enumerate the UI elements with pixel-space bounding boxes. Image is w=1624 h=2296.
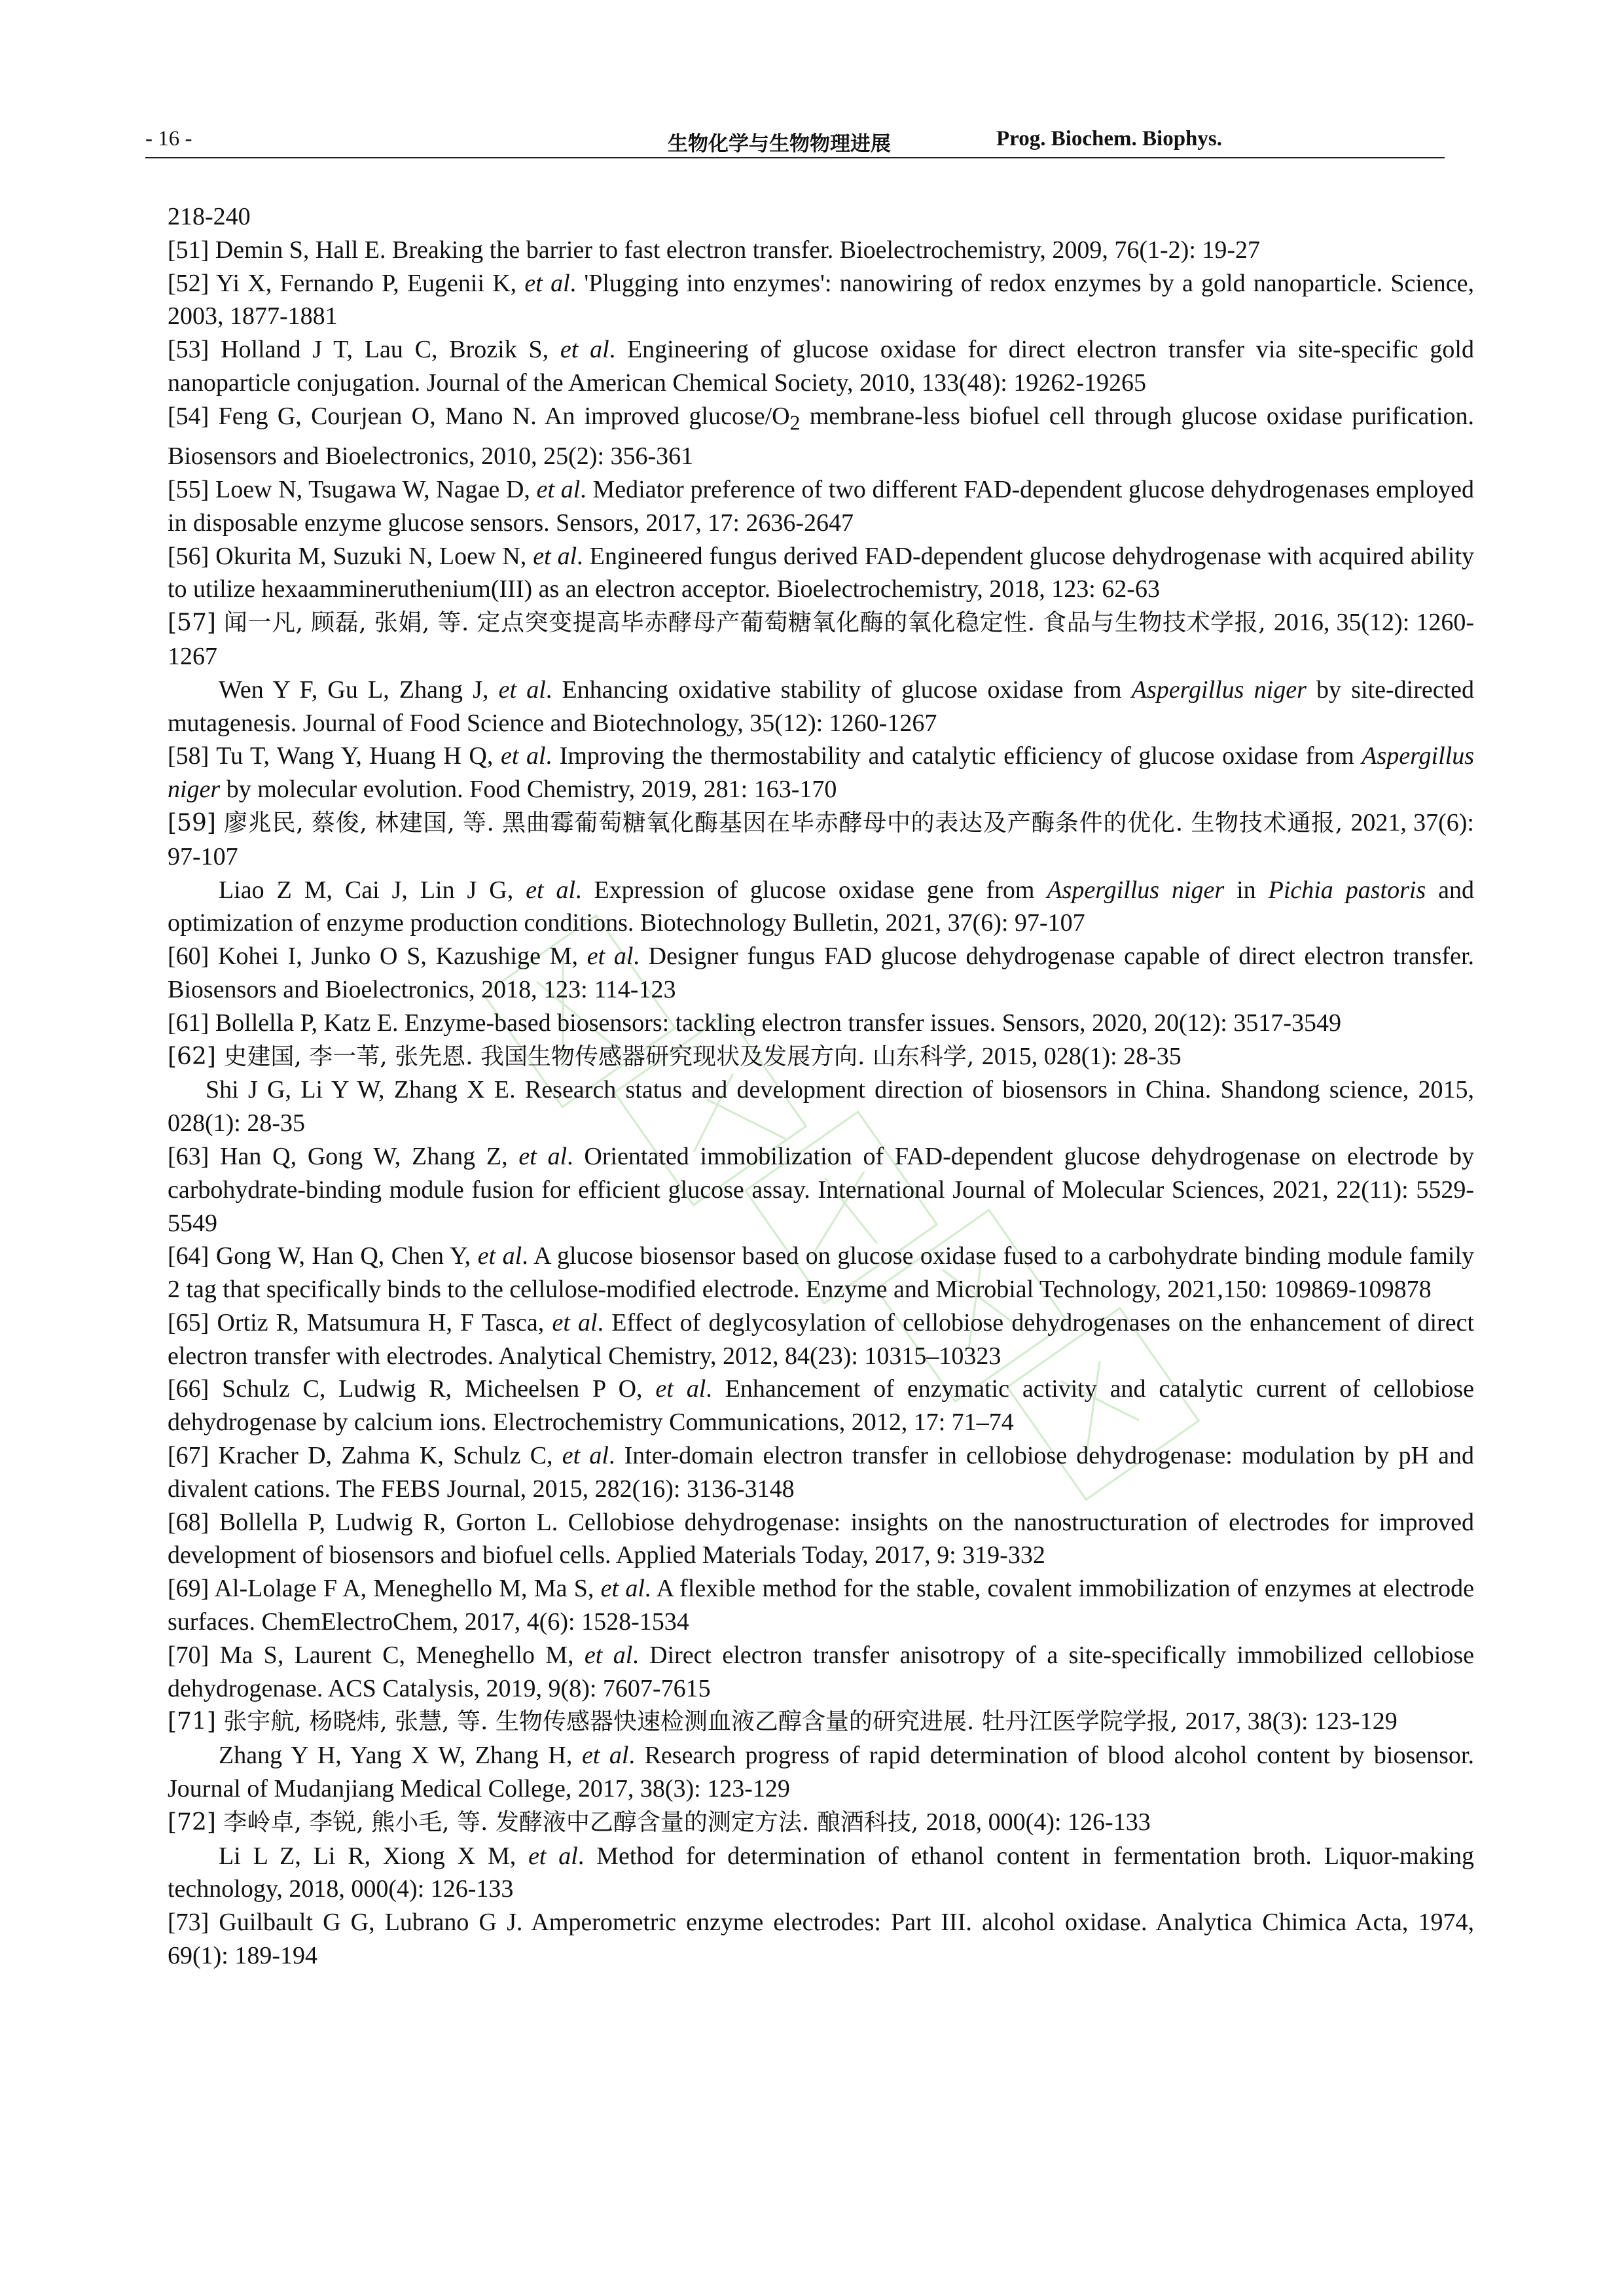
reference-post: 2017, 38(3): 123-129 bbox=[1185, 1708, 1398, 1736]
reference-post: . 'Plugging into enzymes': nanowiring of redox enzymes by a gold nanoparticle. Science, 2003, 1877-1881 bbox=[168, 269, 1474, 331]
reference-etal: et al bbox=[655, 1375, 706, 1403]
reference-etal: et al bbox=[586, 942, 634, 971]
reference-post: and optimization of enzyme production conditions. Biotechnology Bulletin, 2021, 37(6): 97-107 bbox=[168, 876, 1475, 937]
reference-pre: [54] Feng G, Courjean O, Mano N. An improved glucose/O bbox=[168, 402, 790, 430]
reference-mid: . Enhancing oxidative stability of glucose oxidase from bbox=[545, 675, 1132, 704]
reference-cn: [72] 李岭卓, 李锐, 熊小毛, 等. 发酵液中乙醇含量的测定方法. 酿酒科技, bbox=[168, 1808, 926, 1836]
reference-post: 2015, 028(1): 28-35 bbox=[981, 1042, 1182, 1070]
reference-pre: [55] Loew N, Tsugawa W, Nagae D, bbox=[168, 475, 537, 503]
reference-etal: et al bbox=[560, 336, 609, 364]
reference-post: . A flexible method for the stable, covalent immobilization of enzymes at electrode surfaces. ChemElectroChem, 2017, 4(6): 1528-1534 bbox=[168, 1575, 1474, 1636]
reference-cn: [62] 史建国, 李一苇, 张先恩. 我国生物传感器研究现状及发展方向. 山东科学, bbox=[168, 1043, 982, 1070]
journal-title-cn: 生物化学与生物物理进展 bbox=[668, 132, 891, 156]
reference-r54 bbox=[168, 400, 1474, 473]
reference-pre: Liao Z M, Cai J, Lin J G, bbox=[219, 876, 526, 904]
reference-it3: Pichia pastoris bbox=[1268, 876, 1426, 904]
reference-r57 bbox=[168, 606, 1474, 673]
reference-pre: [56] Okurita M, Suzuki N, Loew N, bbox=[168, 542, 533, 570]
reference-r71en bbox=[168, 1739, 1474, 1806]
reference-r64 bbox=[168, 1240, 1474, 1306]
reference-r55 bbox=[168, 473, 1474, 540]
reference-post: . Inter-domain electron transfer in cellobiose dehydrogenase: modulation by pH and divalent cations. The FEBS Journal, 2015, 282(16): 3136-3148 bbox=[168, 1442, 1474, 1503]
reference-it2: Aspergillus niger bbox=[1131, 675, 1307, 704]
reference-post: . Direct electron transfer anisotropy of a site-specifically immobilized cellobiose dehydrogenase. ACS Catalysis, 2019, 9(8): 7607-7615 bbox=[168, 1641, 1475, 1702]
reference-r66 bbox=[168, 1372, 1474, 1439]
reference-cont bbox=[168, 200, 1474, 234]
reference-mid2: in bbox=[1224, 876, 1269, 904]
reference-etal: et al bbox=[528, 1842, 578, 1870]
reference-r57en bbox=[168, 673, 1474, 740]
reference-it2: Aspergillus niger bbox=[1047, 876, 1225, 904]
reference-r72 bbox=[168, 1806, 1474, 1840]
reference-pre: [65] Ortiz R, Matsumura H, F Tasca, bbox=[168, 1308, 552, 1336]
reference-post: membrane-less biofuel cell through glucose oxidase purification. Biosensors and Bioelectronics, 2010, 25(2): 356-361 bbox=[168, 402, 1474, 471]
reference-r52 bbox=[168, 267, 1474, 334]
reference-text: [51] Demin S, Hall E. Breaking the barrier to fast electron transfer. Bioelectrochemistry, 2009, 76(1-2): 19-27 bbox=[168, 236, 1261, 264]
reference-pre: [66] Schulz C, Ludwig R, Micheelsen P O, bbox=[168, 1375, 656, 1403]
reference-pre: [64] Gong W, Han Q, Chen Y, bbox=[168, 1242, 478, 1270]
reference-r51 bbox=[168, 234, 1474, 267]
reference-pre: [58] Tu T, Wang Y, Huang H Q, bbox=[168, 742, 501, 770]
reference-post: by site-directed mutagenesis. Journal of Food Science and Biotechnology, 35(12): 1260-1267 bbox=[168, 675, 1475, 737]
reference-etal: et al bbox=[533, 542, 577, 570]
reference-pre: [69] Al-Lolage F A, Meneghello M, Ma S, bbox=[168, 1575, 601, 1603]
reference-pre: [52] Yi X, Fernando P, Eugenii K, bbox=[168, 269, 525, 297]
reference-post: . Method for determination of ethanol content in fermentation broth. Liquor-making technology, 2018, 000(4): 126-133 bbox=[168, 1842, 1475, 1903]
reference-etal: et al bbox=[552, 1308, 598, 1336]
reference-r63 bbox=[168, 1140, 1474, 1240]
reference-r68 bbox=[168, 1506, 1474, 1573]
reference-etal: et al bbox=[562, 1442, 609, 1470]
reference-r73 bbox=[168, 1906, 1474, 1973]
reference-r62en bbox=[168, 1073, 1474, 1140]
reference-post: 2018, 000(4): 126-133 bbox=[926, 1808, 1151, 1836]
reference-r60 bbox=[168, 940, 1474, 1007]
reference-post: . Effect of deglycosylation of cellobiose dehydrogenases on the enhancement of direct electron transfer with electrodes. Analytical Chemistry, 2012, 84(23): 10315–10323 bbox=[168, 1308, 1474, 1370]
reference-r72en bbox=[168, 1840, 1474, 1907]
reference-post: 2016, 35(12): 1260-1267 bbox=[168, 609, 1474, 670]
reference-mid: . Improving the thermostability and catalytic efficiency of glucose oxidase from bbox=[545, 742, 1362, 770]
reference-r65 bbox=[168, 1306, 1474, 1373]
reference-list bbox=[168, 200, 1474, 1973]
reference-r53 bbox=[168, 333, 1474, 400]
reference-pre: Wen Y F, Gu L, Zhang J, bbox=[219, 675, 499, 704]
reference-r61 bbox=[168, 1007, 1474, 1040]
reference-post: . Orientated immobilization of FAD-dependent glucose dehydrogenase on electrode by carbohydrate-binding module fusion for efficient glucose assay. International Journal of Molecular Sciences, 2021, 22(11): 5529-5549 bbox=[168, 1142, 1475, 1237]
reference-r67 bbox=[168, 1439, 1474, 1506]
reference-pre: [63] Han Q, Gong W, Zhang Z, bbox=[168, 1142, 519, 1170]
reference-post: . Engineering of glucose oxidase for direct electron transfer via site-specific gold nanoparticle conjugation. Journal of the American Chemical Society, 2010, 133(48): 19262-19265 bbox=[168, 336, 1474, 397]
reference-r56 bbox=[168, 540, 1474, 607]
reference-mid: . Expression of glucose oxidase gene from bbox=[575, 876, 1047, 904]
reference-pre: Zhang Y H, Yang X W, Zhang H, bbox=[219, 1742, 582, 1770]
reference-post: . Designer fungus FAD glucose dehydrogenase capable of direct electron transfer. Biosensors and Bioelectronics, 2018, 123: 114-123 bbox=[168, 942, 1475, 1003]
reference-etal: et al bbox=[477, 1242, 522, 1270]
reference-r71 bbox=[168, 1705, 1474, 1739]
reference-etal: et al bbox=[500, 742, 546, 770]
reference-pre: Li L Z, Li R, Xiong X M, bbox=[219, 1842, 529, 1870]
reference-post: . Research progress of rapid determination of blood alcohol content by biosensor. Journal of Mudanjiang Medical College, 2017, 38(3): 123-129 bbox=[168, 1742, 1474, 1803]
reference-pre: [53] Holland J T, Lau C, Brozik S, bbox=[168, 336, 560, 364]
reference-post: . Mediator preference of two different FAD-dependent glucose dehydrogenases employed in disposable enzyme glucose sensors. Sensors, 2017, 17: 2636-2647 bbox=[168, 475, 1475, 537]
page-number: - 16 - bbox=[145, 127, 192, 151]
reference-etal: et al bbox=[518, 1142, 568, 1170]
reference-post: 2021, 37(6): 97-107 bbox=[168, 808, 1474, 870]
reference-text: [61] Bollella P, Katz E. Enzyme-based biosensors: tackling electron transfer issues. Sensors, 2020, 20(12): 3517-3549 bbox=[168, 1009, 1342, 1037]
reference-etal: et al bbox=[600, 1575, 645, 1603]
reference-text: [68] Bollella P, Ludwig R, Gorton L. Cellobiose dehydrogenase: insights on the nanostructuration of electrodes for improved development of biosensors and biofuel cells. Applied Materials Today, 2017, 9: 319-332 bbox=[168, 1508, 1474, 1570]
reference-text: [73] Guilbault G G, Lubrano G J. Amperometric enzyme electrodes: Part III. alcohol oxidase. Analytica Chimica Acta, 1974, 69(1): 189-194 bbox=[168, 1909, 1474, 1970]
reference-sub: 2 bbox=[789, 411, 801, 435]
reference-etal: et al bbox=[524, 269, 570, 297]
reference-text: 218-240 bbox=[168, 203, 251, 230]
reference-r58 bbox=[168, 740, 1474, 806]
reference-r59en bbox=[168, 874, 1474, 941]
reference-pre: [70] Ma S, Laurent C, Meneghello M, bbox=[168, 1641, 585, 1669]
reference-etal: et al bbox=[536, 475, 581, 503]
reference-cn: [71] 张宇航, 杨晓炜, 张慧, 等. 生物传感器快速检测血液乙醇含量的研究进展. 牡丹江医学院学报, bbox=[168, 1708, 1185, 1736]
reference-pre: [60] Kohei I, Junko O S, Kazushige M, bbox=[168, 942, 587, 971]
reference-r59 bbox=[168, 806, 1474, 874]
reference-post: . Enhancement of enzymatic activity and catalytic current of cellobiose dehydrogenase by calcium ions. Electrochemistry Communications, 2012, 17: 71–74 bbox=[168, 1375, 1474, 1437]
reference-r69 bbox=[168, 1572, 1474, 1639]
reference-it2: Aspergillus niger bbox=[168, 742, 1474, 804]
reference-etal: et al bbox=[581, 1742, 629, 1770]
reference-cn: [57] 闻一凡, 顾磊, 张娟, 等. 定点突变提高毕赤酵母产葡萄糖氧化酶的氧化稳定性. 食品与生物技术学报, bbox=[168, 609, 1274, 637]
reference-cn: [59] 廖兆民, 蔡俊, 林建国, 等. 黑曲霉葡萄糖氧化酶基因在毕赤酵母中的表达及产酶条件的优化. 生物技术通报, bbox=[168, 809, 1351, 836]
journal-title-en: Prog. Biochem. Biophys. bbox=[996, 127, 1223, 151]
running-header bbox=[145, 123, 1445, 158]
reference-text: Shi J G, Li Y W, Zhang X E. Research status and development direction of biosensors in China. Shandong science, 2015, 028(1): 28-35 bbox=[168, 1076, 1474, 1138]
reference-r62 bbox=[168, 1040, 1474, 1074]
reference-etal: et al bbox=[498, 675, 546, 704]
reference-etal: et al bbox=[526, 876, 576, 904]
reference-post: . A glucose biosensor based on glucose oxidase fused to a carbohydrate binding module family 2 tag that specifically binds to the cellulose-modified electrode. Enzyme and Microbial Technology, 2021,150: 109869-109878 bbox=[168, 1242, 1475, 1304]
reference-pre: [67] Kracher D, Zahma K, Schulz C, bbox=[168, 1442, 562, 1470]
reference-r70 bbox=[168, 1639, 1474, 1706]
reference-etal: et al bbox=[584, 1641, 633, 1669]
reference-post: . Engineered fungus derived FAD-dependent glucose dehydrogenase with acquired ability to utilize hexaammineruthenium(III) as an electron acceptor. Bioelectrochemistry, 2018, 123: 62-63 bbox=[168, 542, 1475, 603]
reference-post: by molecular evolution. Food Chemistry, 2019, 281: 163-170 bbox=[220, 776, 837, 804]
